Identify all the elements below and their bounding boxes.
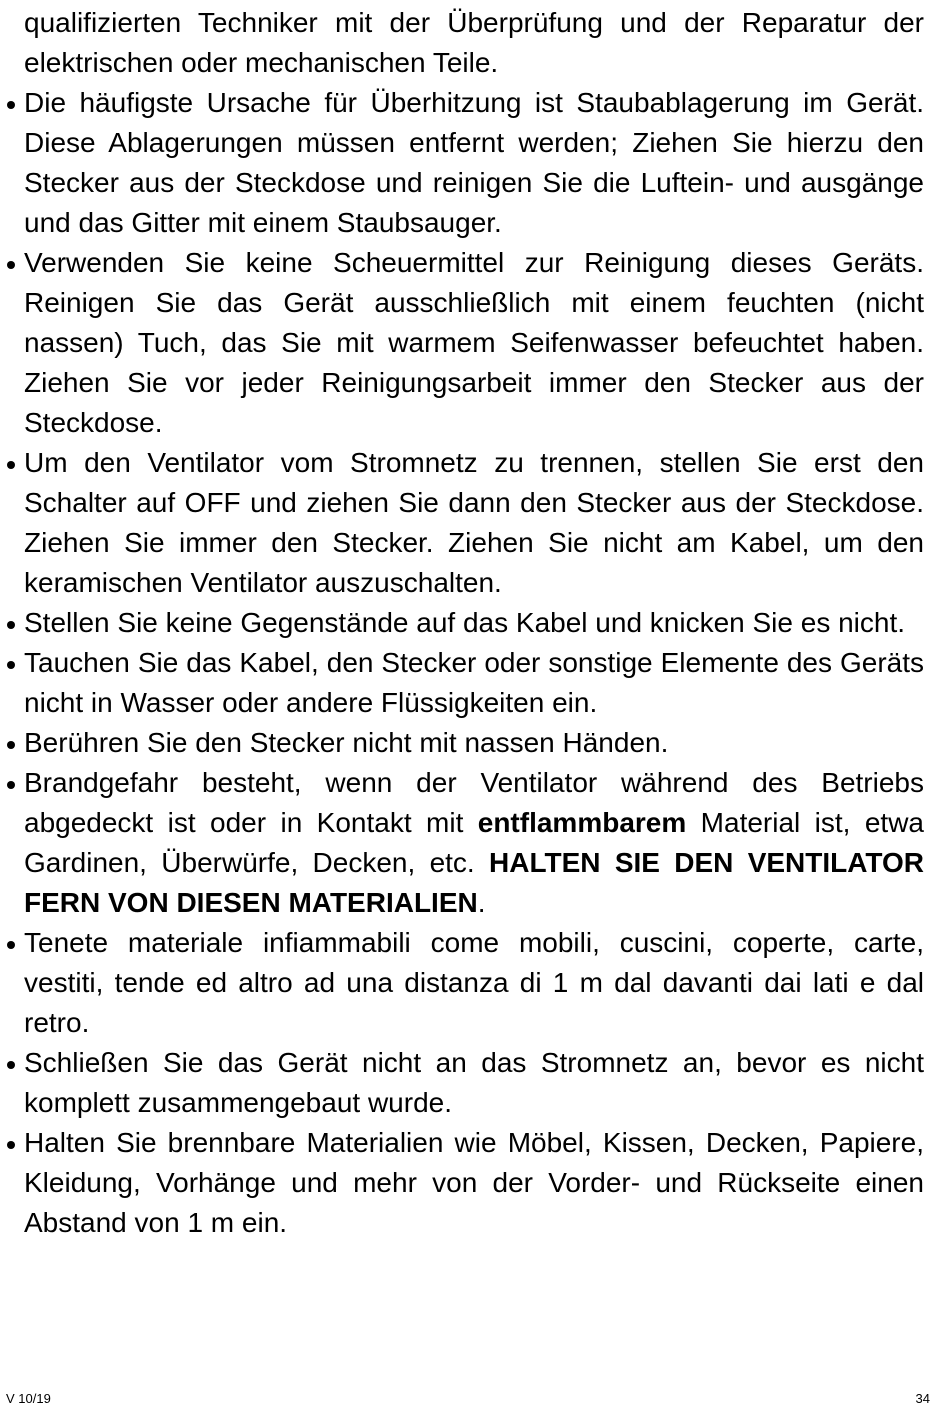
- fire-bold-flammable: entflammbarem: [477, 807, 687, 838]
- page-content: [24, 3, 924, 1243]
- bullet-item-dust: Die häufigste Ursache für Überhitzung ist Staubablagerung im Gerät. Diese Ablagerungen müssen entfernt werden; Ziehen Sie hierzu den Stecker aus der Steckdose und reinigen Sie die Luftein- und ausgänge und das Gitter mit einem Staubsauger.: [24, 83, 924, 243]
- bullet-item-water: Tauchen Sie das Kabel, den Stecker oder sonstige Elemente des Geräts nicht in Wasser oder andere Flüssigkeiten ein.: [24, 643, 924, 723]
- safety-bullet-list: [24, 83, 924, 1243]
- bullet-item-distance: Halten Sie brennbare Materialien wie Möbel, Kissen, Decken, Papiere, Kleidung, Vorhänge und mehr von der Vorder- und Rückseite einen Abstand von 1 m ein.: [24, 1123, 924, 1243]
- bullet-item-cable: Stellen Sie keine Gegenstände auf das Kabel und knicken Sie es nicht.: [24, 603, 924, 643]
- fire-text-2: Material ist, etwa Gardinen, Überwürfe, Decken, etc.: [24, 807, 924, 878]
- footer-version: V 10/19: [6, 1391, 51, 1406]
- fire-text-3: .: [477, 887, 486, 918]
- footer-page-number: 34: [915, 1391, 930, 1406]
- bullet-item-disconnect: Um den Ventilator vom Stromnetz zu trennen, stellen Sie erst den Schalter auf OFF und ziehen Sie dann den Stecker aus der Steckdose. Ziehen Sie immer den Stecker. Ziehen Sie nicht am Kabel, um den keramischen Ventilator auszuschalten.: [24, 443, 924, 603]
- bullet-item-assembly: Schließen Sie das Gerät nicht an das Stromnetz an, bevor es nicht komplett zusammengebaut wurde.: [24, 1043, 924, 1123]
- fire-text-1: Brandgefahr besteht, wenn der Ventilator während des Betriebs abgedeckt ist oder in Kontakt mit: [24, 767, 924, 838]
- fire-bold-warning: HALTEN SIE DEN VENTILATOR FERN VON DIESEN MATERIALIEN: [24, 847, 924, 918]
- bullet-item-wet-hands: Berühren Sie den Stecker nicht mit nassen Händen.: [24, 723, 924, 763]
- continued-paragraph: qualifizierten Techniker mit der Überprüfung und der Reparatur der elektrischen oder mechanischen Teile.: [24, 7, 924, 78]
- bullet-item-fire-hazard: [24, 763, 924, 923]
- bullet-item-cleaning: Verwenden Sie keine Scheuermittel zur Reinigung dieses Geräts. Reinigen Sie das Gerät ausschließlich mit einem feuchten (nicht nassen) Tuch, das Sie mit warmem Seifenwasser befeuchtet haben. Ziehen Sie vor jeder Reinigungsarbeit immer den Stecker aus der Steckdose.: [24, 243, 924, 443]
- bullet-item-italian-distance: Tenete materiale infiammabili come mobili, cuscini, coperte, carte, vestiti, tende ed altro ad una distanza di 1 m dal davanti dai lati e dal retro.: [24, 923, 924, 1043]
